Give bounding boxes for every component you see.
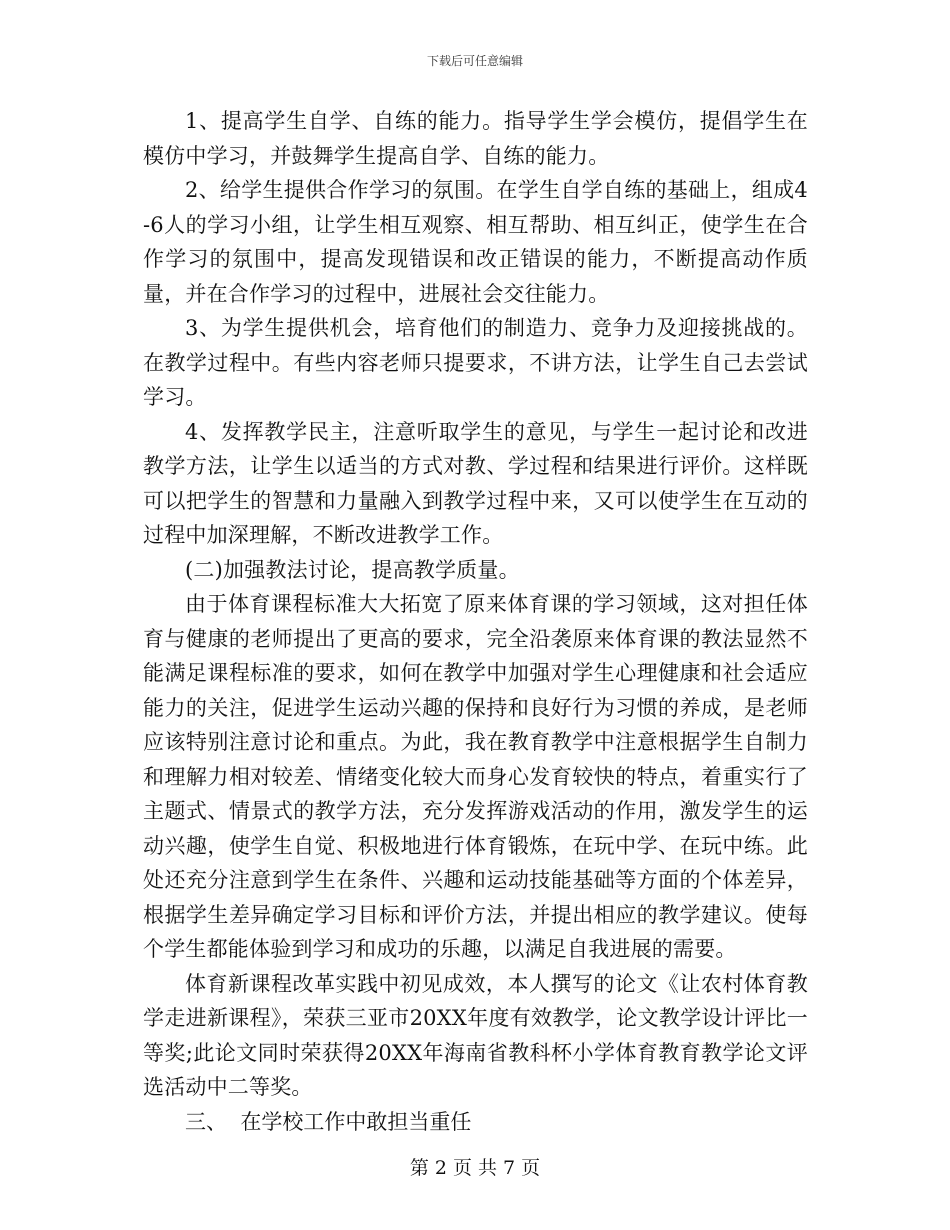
section-heading: 三、 在学校工作中敢担当重任: [185, 1109, 472, 1134]
paragraph-item-1: 1、提高学生自学、自练的能力。指导学生学会模仿，提倡学生在模仿中学习，并鼓舞学生提高自学、自练的能力。: [143, 109, 808, 168]
page-number-footer: 第 2 页 共 7 页: [409, 1157, 541, 1179]
header-note: 下载后可任意编辑: [426, 54, 523, 68]
achievement-paragraph: 体育新课程改革实践中初见成效，本人撰写的论文《让农村体育教学走进新课程》，荣获三亚市20XX年度有效教学，论文教学设计评比一等奖;此论文同时荣获得20XX年海南省教科杯小学体育教育教学论文评选活动中二等奖。: [143, 971, 808, 1099]
paragraph-item-2: 2、给学生提供合作学习的氛围。在学生自学自练的基础上，组成4-6人的学习小组，让学生相互观察、相互帮助、相互纠正，使学生在合作学习的氛围中，提高发现错误和改正错误的能力，不断提高动作质量，并在合作学习的过程中，进展社会交往能力。: [143, 178, 808, 306]
paragraph-item-4: 4、发挥教学民主，注意听取学生的意见，与学生一起讨论和改进教学方法，让学生以适当的方式对教、学过程和结果进行评价。这样既可以把学生的智慧和力量融入到教学过程中来，又可以使学生在互动的过程中加深理解，不断改进教学工作。: [143, 419, 808, 547]
subsection-heading: (二)加强教法讨论，提高教学质量。: [185, 557, 520, 582]
teaching-method-paragraph: 由于体育课程标准大大拓宽了原来体育课的学习领域，这对担任体育与健康的老师提出了更高的要求，完全沿袭原来体育课的教法显然不能满足课程标准的要求，如何在教学中加强对学生心理健康和社会适应能力的关注，促进学生运动兴趣的保持和良好行为习惯的养成，是老师应该特别注意讨论和重点。为此，我在教育教学中注意根据学生自制力和理解力相对较差、情绪变化较大而身心发育较快的特点，着重实行了主题式、情景式的教学方法，充分发挥游戏活动的作用，激发学生的运动兴趣，使学生自觉、积极地进行体育锻炼，在玩中学、在玩中练。此处还充分注意到学生在条件、兴趣和运动技能基础等方面的个体差异，根据学生差异确定学习目标和评价方法，并提出相应的教学建议。使每个学生都能体验到学习和成功的乐趣，以满足自我进展的需要。: [143, 592, 808, 961]
paragraph-item-3: 3、为学生提供机会，培育他们的制造力、竞争力及迎接挑战的。在教学过程中。有些内容老师只提要求，不讲方法，让学生自己去尝试学习。: [143, 316, 808, 409]
document-body: [143, 104, 808, 1139]
